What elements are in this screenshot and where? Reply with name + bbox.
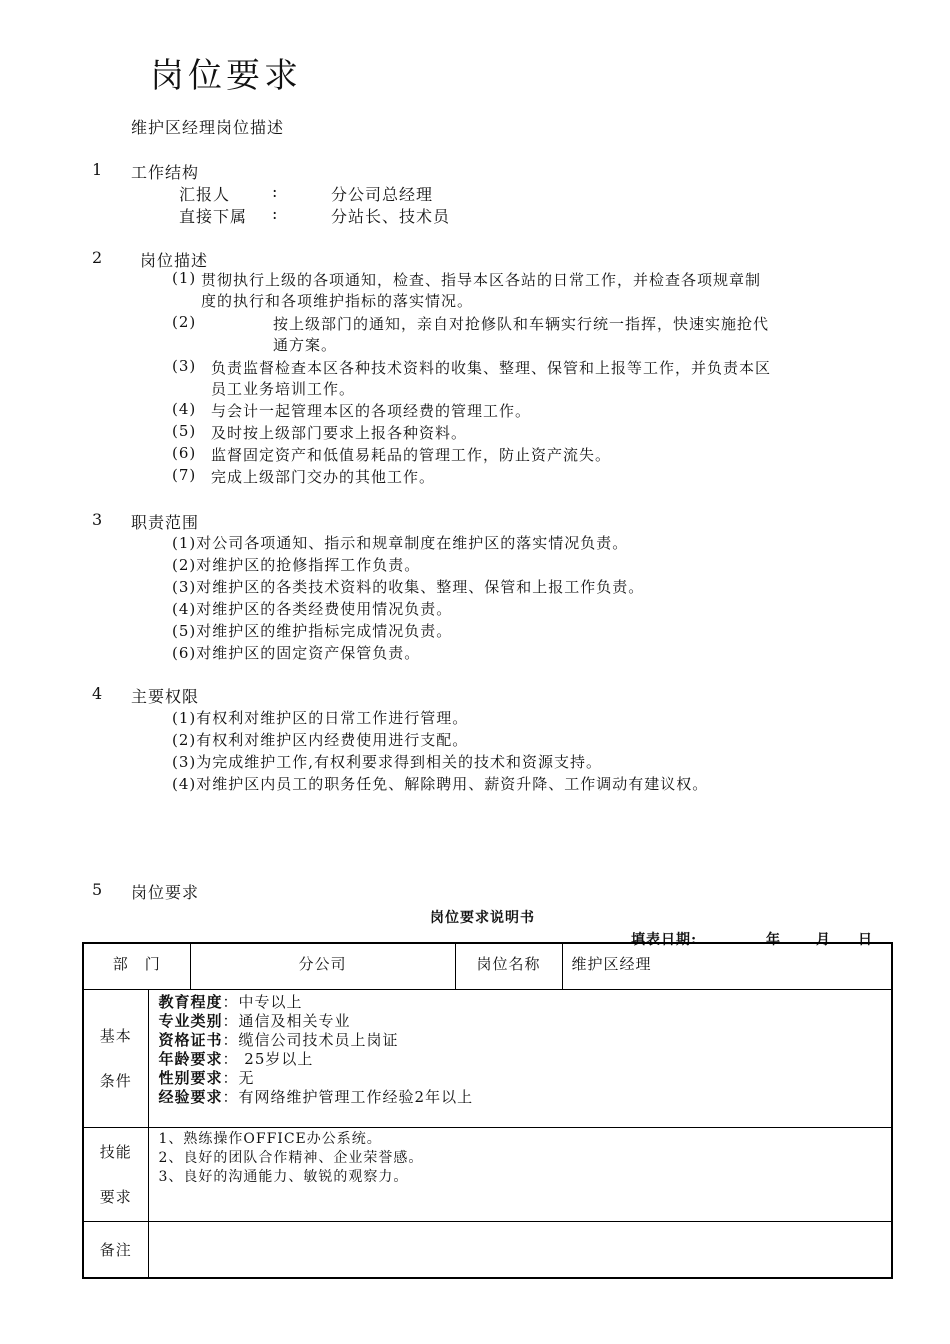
section-title: 主要权限 (131, 687, 200, 706)
position-value: 维护区经理 (571, 955, 652, 973)
basic-condition: 教育程度：中专以上 (158, 992, 303, 1011)
position-value-cell (562, 943, 892, 989)
spec-title: 岗位要求说明书 (430, 910, 535, 926)
remark-label: 备注 (99, 1240, 132, 1259)
list-item: (3)对维护区的各类技术资料的收集、整理、保管和上报工作负责。 (172, 578, 645, 596)
remark-label-cell (83, 1221, 148, 1278)
dept-value: 分公司 (298, 955, 347, 973)
skill-item: 1、熟练操作OFFICE办公系统。 (158, 1130, 382, 1147)
skills-cell (148, 1127, 892, 1221)
list-item-number: (7) (172, 466, 197, 484)
dept-value-cell (190, 943, 455, 989)
list-item-number: (5) (172, 422, 197, 440)
basic-condition: 年龄要求： 25岁以上 (158, 1049, 314, 1068)
list-item: 及时按上级部门要求上报各种资料。 (211, 424, 468, 442)
list-item: 负责监督检查本区各种技术资料的收集、整理、保管和上报等工作，并负责本区 (211, 359, 772, 377)
list-item-continued: 通方案。 (273, 336, 338, 354)
basic-label-line: 基本 (99, 1027, 132, 1045)
section-title: 岗位要求 (131, 883, 200, 902)
structure-value: 分公司总经理 (331, 185, 434, 204)
list-item-continued: 度的执行和各项维护指标的落实情况。 (201, 292, 474, 310)
fill-date-month: 月 (816, 932, 831, 948)
skill-label-line: 要求 (99, 1188, 132, 1206)
structure-value: 分站长、技术员 (331, 207, 451, 226)
list-item: 与会计一起管理本区的各项经费的管理工作。 (211, 402, 532, 420)
section-number: 4 (92, 684, 104, 703)
position-label: 岗位名称 (476, 955, 541, 973)
condition-key: 性别要求 (158, 1068, 223, 1087)
list-item-continued: 员工业务培训工作。 (211, 380, 356, 398)
position-label-cell (455, 943, 562, 989)
basic-condition: 资格证书：缆信公司技术员上岗证 (158, 1030, 399, 1049)
condition-key: 教育程度 (158, 992, 223, 1011)
condition-value: 无 (238, 1068, 255, 1087)
document-subtitle: 维护区经理岗位描述 (131, 118, 285, 137)
requirements-table (82, 942, 893, 1279)
fill-date-label: 填表日期: (631, 932, 698, 948)
structure-colon: : (272, 182, 279, 201)
table-row (83, 989, 892, 1127)
list-item: (4)对维护区的各类经费使用情况负责。 (172, 600, 453, 618)
dept-label-cell (83, 943, 190, 989)
condition-value: 25岁以上 (238, 1049, 314, 1068)
condition-key: 经验要求 (158, 1087, 223, 1106)
list-item: 监督固定资产和低值易耗品的管理工作，防止资产流失。 (211, 446, 612, 464)
list-item-number: (3) (172, 357, 197, 375)
condition-value: 缆信公司技术员上岗证 (238, 1030, 399, 1049)
condition-key: 资格证书 (158, 1030, 223, 1049)
condition-value: 有网络维护管理工作经验2年以上 (238, 1087, 474, 1106)
list-item: (2)有权利对维护区内经费使用进行支配。 (172, 731, 469, 749)
skill-label-line: 技能 (99, 1143, 132, 1161)
basic-condition: 专业类别：通信及相关专业 (158, 1011, 351, 1030)
fill-date-day: 日 (858, 932, 873, 948)
list-item: (4)对维护区内员工的职务任免、解除聘用、薪资升降、工作调动有建议权。 (172, 775, 709, 793)
basic-condition: 性别要求：无 (158, 1068, 255, 1087)
page-title: 岗位要求 (150, 56, 302, 96)
structure-label: 汇报人 (179, 185, 231, 204)
list-item: 完成上级部门交办的其他工作。 (211, 468, 436, 486)
condition-value: 中专以上 (238, 992, 303, 1011)
section-title: 岗位描述 (140, 251, 209, 270)
condition-key: 专业类别 (158, 1011, 223, 1030)
list-item: (3)为完成维护工作,有权利要求得到相关的技术和资源支持。 (172, 753, 603, 771)
condition-value: 通信及相关专业 (238, 1011, 351, 1030)
structure-colon: : (272, 204, 279, 223)
remark-cell (148, 1221, 892, 1278)
basic-label-line: 条件 (99, 1072, 132, 1090)
list-item: (1)有权利对维护区的日常工作进行管理。 (172, 709, 469, 727)
structure-label: 直接下属 (179, 207, 248, 226)
table-row (83, 1127, 892, 1221)
skill-label-cell (83, 1127, 148, 1221)
section-number: 3 (92, 510, 104, 529)
list-item: 按上级部门的通知，亲自对抢修队和车辆实行统一指挥，快速实施抢代 (273, 315, 770, 333)
list-item: 贯彻执行上级的各项通知，检查、指导本区各站的日常工作，并检查各项规章制 (201, 271, 762, 289)
section-number: 2 (92, 248, 104, 267)
list-item-number: (1) (172, 269, 197, 287)
table-row (83, 943, 892, 989)
list-item-number: (4) (172, 400, 197, 418)
skill-item: 3、良好的沟通能力、敏锐的观察力。 (158, 1168, 409, 1185)
dept-label: 部 门 (112, 955, 161, 973)
list-item: (1)对公司各项通知、指示和规章制度在维护区的落实情况负责。 (172, 534, 629, 552)
list-item-number: (6) (172, 444, 197, 462)
section-number: 5 (92, 880, 104, 899)
table-row (83, 1221, 892, 1278)
section-number: 1 (92, 160, 104, 179)
basic-label-cell (83, 989, 148, 1127)
list-item: (2)对维护区的抢修指挥工作负责。 (172, 556, 421, 574)
list-item: (5)对维护区的维护指标完成情况负责。 (172, 622, 453, 640)
condition-key: 年龄要求 (158, 1049, 223, 1068)
section-title: 职责范围 (131, 513, 200, 532)
section-title: 工作结构 (131, 163, 200, 182)
basic-conditions-cell (148, 989, 892, 1127)
skill-item: 2、良好的团队合作精神、企业荣誉感。 (158, 1149, 424, 1166)
list-item-number: (2) (172, 313, 197, 331)
basic-condition: 经验要求：有网络维护管理工作经验2年以上 (158, 1087, 474, 1106)
list-item: (6)对维护区的固定资产保管负责。 (172, 644, 421, 662)
fill-date-year: 年 (766, 932, 781, 948)
